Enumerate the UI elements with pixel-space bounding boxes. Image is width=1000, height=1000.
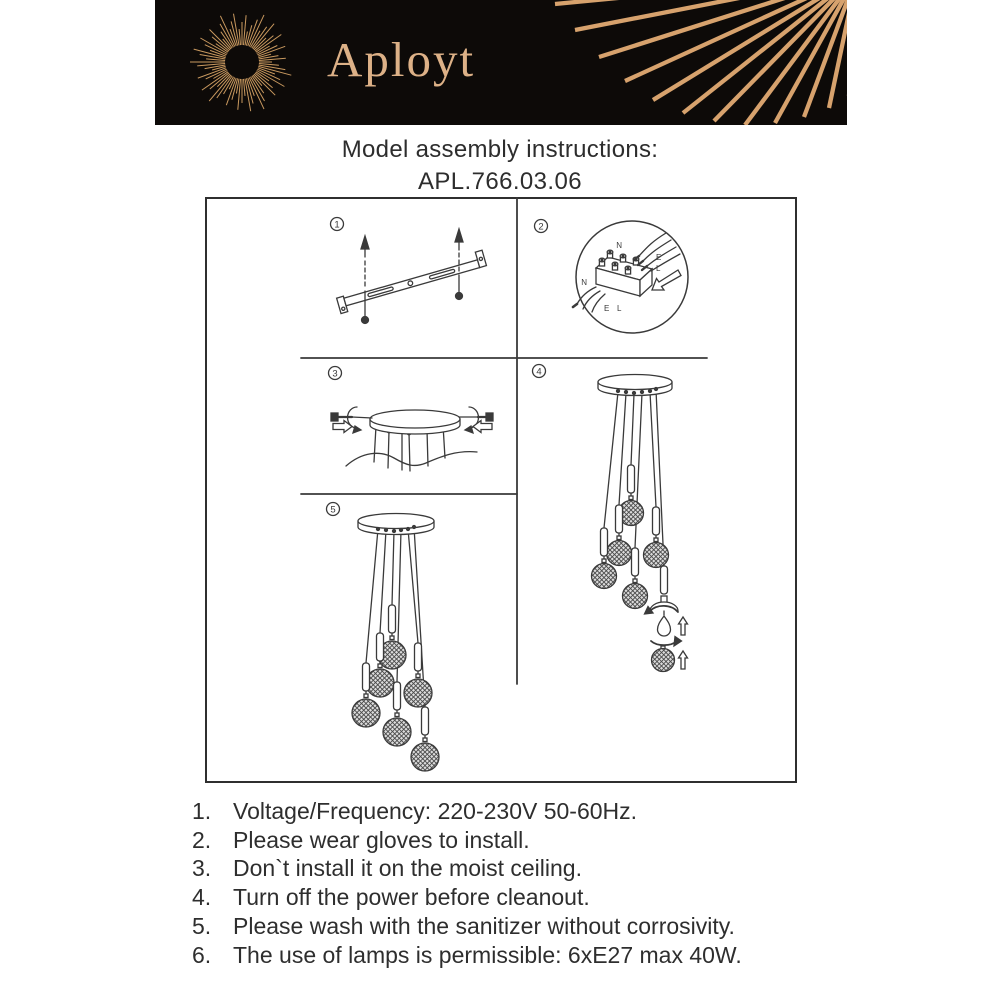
ceiling-canopy xyxy=(370,410,460,434)
diagram-frame xyxy=(206,198,796,782)
up-arrow xyxy=(679,651,688,669)
side-screw-left xyxy=(331,407,372,433)
note-text: The use of lamps is permissible: 6xE27 max 40W. xyxy=(233,941,742,968)
bulb xyxy=(658,616,671,636)
step-badge-2 xyxy=(535,220,548,233)
note-item-6 xyxy=(192,941,872,970)
note-item-2 xyxy=(192,826,872,855)
model-number: APL.766.03.06 xyxy=(417,168,582,195)
step-badge-3 xyxy=(329,367,342,380)
svg-text:1: 1 xyxy=(334,219,340,231)
step-badge-1 xyxy=(331,218,344,231)
wire-label-e-right: E xyxy=(656,253,662,262)
note-text: Turn off the power before cleanout. xyxy=(233,884,590,911)
note-item-3 xyxy=(192,854,872,883)
brand-wordmark: Aployt xyxy=(327,32,476,87)
wire-label-n-left: N xyxy=(581,278,587,287)
note-text: Don`t install it on the moist ceiling. xyxy=(233,855,582,882)
note-item-5 xyxy=(192,912,872,941)
mesh-sphere xyxy=(652,649,675,672)
note-item-4 xyxy=(192,883,872,912)
note-number: 2. xyxy=(192,826,212,853)
note-text: Please wash with the sanitizer without corrosivity. xyxy=(233,912,735,939)
ceiling-plate xyxy=(358,514,434,535)
svg-text:2: 2 xyxy=(538,221,544,233)
panel-step-1 xyxy=(331,218,489,324)
svg-text:4: 4 xyxy=(536,366,542,378)
note-number: 1. xyxy=(192,798,212,824)
up-arrow xyxy=(679,617,688,635)
note-item-1 xyxy=(192,797,872,826)
note-number: 6. xyxy=(192,941,212,968)
side-screw-right xyxy=(459,407,493,433)
note-number: 4. xyxy=(192,884,212,911)
svg-text:3: 3 xyxy=(332,368,338,380)
ceiling-plate xyxy=(598,375,672,396)
note-text: Please wear gloves to install. xyxy=(233,826,530,853)
notes-list xyxy=(192,797,872,969)
wire-label-l-right: L xyxy=(656,264,661,273)
panel-step-4 xyxy=(533,365,688,672)
mounting-bracket xyxy=(335,250,488,313)
note-number: 3. xyxy=(192,855,212,882)
note-number: 5. xyxy=(192,912,212,939)
ceiling-surface-line xyxy=(346,452,477,466)
wire-label-e-bottom: E xyxy=(604,304,610,313)
step-badge-5 xyxy=(327,503,340,516)
page-title: Model assembly instructions: xyxy=(341,136,659,163)
rotation-arrow xyxy=(651,641,677,645)
svg-text:5: 5 xyxy=(330,504,336,516)
screw-left xyxy=(361,236,369,324)
panel-step-3 xyxy=(329,367,494,472)
note-text: Voltage/Frequency: 220-230V 50-60Hz. xyxy=(233,798,638,824)
exploded-pendant xyxy=(645,566,688,672)
step-badge-4 xyxy=(533,365,546,378)
wire-label-n-top: N xyxy=(616,241,622,250)
panel-step-2 xyxy=(535,220,689,334)
panel-step-5 xyxy=(327,503,440,772)
wire-label-l-bottom: L xyxy=(617,304,622,313)
